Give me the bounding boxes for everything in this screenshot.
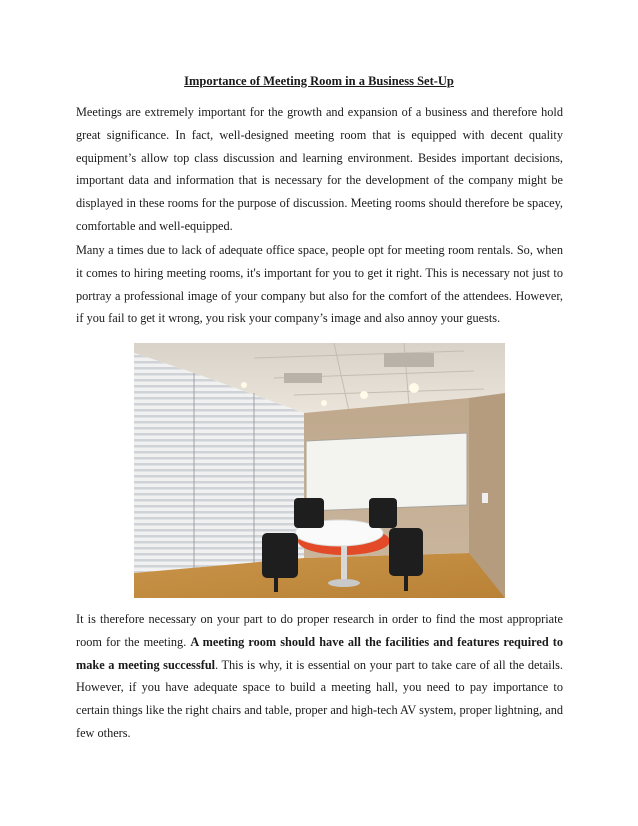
paragraph-3-bold-text: A meeting room should have all the facilities and features required to make a meeting successful xyxy=(76,634,563,672)
paragraph-2: Many a times due to lack of adequate office space, people opt for meeting room rentals. So, when it comes to hiring meeting rooms, it's important for you to get it right. This is necessary not just to portray a professional image of your company but also for the comfort of the attendees. However, if you fail to get it wrong, you risk your company’s image and also annoy your guests. xyxy=(76,243,563,326)
meeting-room-photo xyxy=(134,343,505,598)
paragraph-3-text-start: It is therefore necessary on your part to do proper research in order to find the most appropriate room for the meeting. xyxy=(76,612,563,649)
paragraph-3 xyxy=(76,608,563,745)
document-title: Importance of Meeting Room in a Business Set-Up xyxy=(184,74,454,88)
paragraph-1: Meetings are extremely important for the growth and expansion of a business and therefore hold great significance. In fact, well-designed meeting room that is equipped with decent quality equipment’s allow top class discussion and learning environment. Besides important decisions, important data and information that is necessary for the development of the company might be displayed in these rooms for the purpose of discussion. Meeting rooms should therefore be spacey, comfortable and well-equipped. xyxy=(76,105,563,233)
paragraph-3-text-end: . This is why, it is essential on your part to take care of all the details. However, if you have adequate space to build a meeting hall, you need to pay importance to certain things like the right chairs and table, proper and high-tech AV system, proper lightning, and few others. xyxy=(76,657,563,740)
